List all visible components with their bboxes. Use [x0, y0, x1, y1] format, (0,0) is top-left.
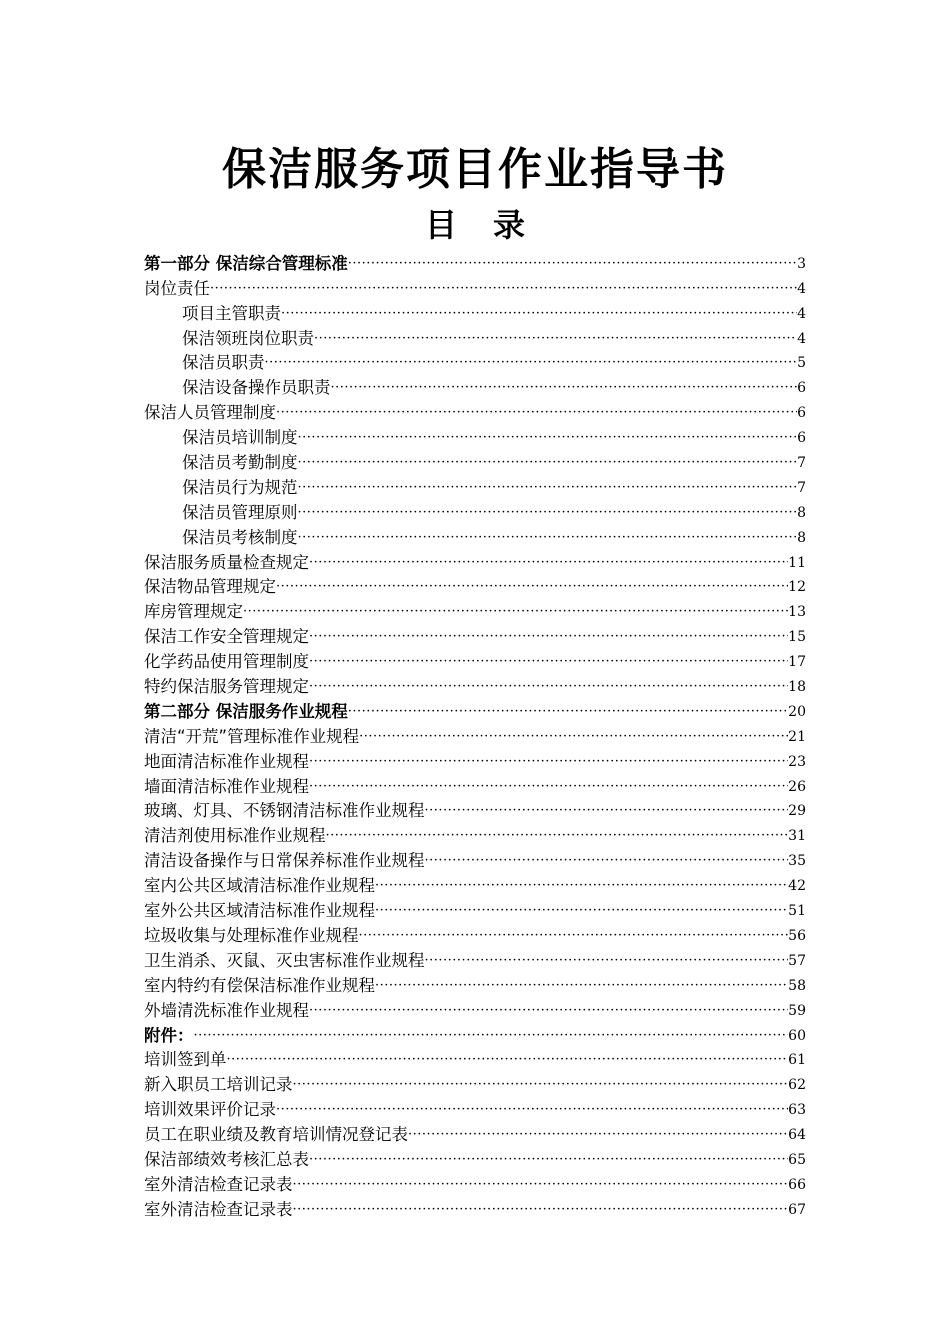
toc-entry-page-number: 3: [797, 255, 806, 272]
toc-entry-page-number: 8: [797, 504, 806, 521]
toc-entry-title: 垃圾收集与处理标准作业规程: [144, 925, 359, 945]
dot-leader: [331, 379, 798, 399]
toc-entry[interactable]: [144, 1146, 806, 1171]
dot-leader: [194, 1027, 789, 1047]
toc-entry-page-number: 29: [788, 803, 806, 820]
dot-leader: [293, 1201, 789, 1221]
toc-entry-title: 第二部分 保洁服务作业规程: [144, 701, 348, 721]
toc-entry[interactable]: [144, 822, 806, 847]
toc-entry-title: 第一部分 保洁综合管理标准: [144, 253, 348, 273]
toc-entry-page-number: 17: [788, 654, 806, 671]
toc-entry-title: 保洁服务质量检查规定: [144, 552, 309, 572]
dot-leader: [281, 305, 797, 325]
toc-entry-page-number: 21: [788, 728, 806, 745]
dot-leader: [408, 1126, 788, 1146]
toc-entry-page-number: 8: [797, 529, 806, 546]
dot-leader: [298, 529, 798, 549]
toc-entry-page-number: 7: [797, 455, 806, 472]
toc-entry[interactable]: [144, 1047, 806, 1072]
toc-entry[interactable]: [144, 897, 806, 922]
toc-entry-title: 保洁工作安全管理规定: [144, 627, 309, 647]
toc-entry-title: 附件：: [144, 1025, 194, 1045]
dot-leader: [425, 852, 789, 872]
toc-entry-title: 保洁部绩效考核汇总表: [144, 1149, 309, 1169]
toc-entry-title: 室内公共区域清洁标准作业规程: [144, 876, 375, 896]
toc-entry-title: 特约保洁服务管理规定: [144, 677, 309, 697]
toc-entry-title: 培训效果评价记录: [144, 1100, 276, 1120]
toc-entry[interactable]: [144, 972, 806, 997]
toc-entry-page-number: 67: [788, 1201, 806, 1218]
toc-entry[interactable]: [144, 1022, 806, 1047]
table-of-contents: [144, 250, 806, 1221]
toc-entry[interactable]: [144, 250, 806, 275]
toc-entry-title: 保洁员考勤制度: [182, 453, 298, 473]
toc-entry-title: 清洁剂使用标准作业规程: [144, 826, 326, 846]
toc-entry-page-number: 13: [788, 604, 806, 621]
toc-entry[interactable]: [144, 1121, 806, 1146]
toc-entry-page-number: 57: [788, 952, 806, 969]
toc-entry-title: 玻璃、灯具、不锈钢清洁标准作业规程: [144, 801, 425, 821]
toc-entry-page-number: 11: [788, 554, 806, 571]
toc-entry[interactable]: [144, 275, 806, 300]
toc-entry-page-number: 58: [788, 977, 806, 994]
toc-entry[interactable]: [144, 1096, 806, 1121]
toc-entry[interactable]: [144, 997, 806, 1022]
dot-leader: [309, 753, 788, 773]
toc-entry-title: 清洁设备操作与日常保养标准作业规程: [144, 851, 425, 871]
toc-entry-title: 保洁员行为规范: [182, 477, 298, 497]
dot-leader: [298, 429, 798, 449]
dot-leader: [227, 1051, 789, 1071]
toc-entry-title: 保洁员管理原则: [182, 502, 298, 522]
toc-entry[interactable]: [144, 325, 806, 350]
toc-entry-title: 室外公共区域清洁标准作业规程: [144, 901, 375, 921]
dot-leader: [276, 578, 788, 598]
toc-entry-page-number: 4: [797, 330, 806, 347]
toc-entry[interactable]: [144, 773, 806, 798]
dot-leader: [265, 354, 798, 374]
toc-entry-page-number: 59: [788, 1002, 806, 1019]
toc-entry[interactable]: [144, 922, 806, 947]
toc-entry-page-number: 42: [788, 878, 806, 895]
toc-entry-title: 新入职员工培训记录: [144, 1075, 293, 1095]
toc-entry[interactable]: [144, 1171, 806, 1196]
toc-entry[interactable]: [144, 623, 806, 648]
toc-entry-title: 培训签到单: [144, 1050, 227, 1070]
toc-entry-title: 卫生消杀、灭鼠、灭虫害标准作业规程: [144, 950, 425, 970]
dot-leader: [293, 1176, 789, 1196]
toc-heading-char: 录: [493, 206, 526, 244]
dot-leader: [309, 653, 788, 673]
dot-leader: [276, 404, 797, 424]
toc-entry-page-number: 65: [788, 1151, 806, 1168]
toc-entry-page-number: 35: [788, 853, 806, 870]
toc-entry[interactable]: [144, 698, 806, 723]
toc-entry-page-number: 6: [797, 430, 806, 447]
toc-entry-title: 保洁员考核制度: [182, 527, 298, 547]
toc-entry[interactable]: [144, 648, 806, 673]
dot-leader: [298, 454, 798, 474]
toc-entry-page-number: 6: [797, 380, 806, 397]
toc-entry-page-number: 7: [797, 479, 806, 496]
toc-entry-page-number: 20: [788, 703, 806, 720]
dot-leader: [425, 952, 789, 972]
dot-leader: [243, 603, 788, 623]
toc-entry-page-number: 31: [788, 828, 806, 845]
dot-leader: [348, 255, 797, 275]
dot-leader: [309, 778, 788, 798]
toc-entry-title: 墙面清洁标准作业规程: [144, 776, 309, 796]
toc-entry[interactable]: [144, 474, 806, 499]
dot-leader: [375, 902, 788, 922]
toc-entry-title: 保洁员培训制度: [182, 428, 298, 448]
dot-leader: [309, 678, 788, 698]
toc-entry-page-number: 64: [788, 1127, 806, 1144]
toc-entry-page-number: 62: [788, 1077, 806, 1094]
dot-leader: [293, 1076, 789, 1096]
toc-entry-page-number: 63: [788, 1102, 806, 1119]
toc-entry-title: 室外清洁检查记录表: [144, 1174, 293, 1194]
toc-entry[interactable]: [144, 872, 806, 897]
toc-entry[interactable]: [144, 549, 806, 574]
dot-leader: [375, 877, 788, 897]
dot-leader: [298, 504, 798, 524]
toc-entry-title: 保洁领班岗位职责: [182, 328, 314, 348]
dot-leader: [276, 1101, 788, 1121]
dot-leader: [309, 628, 788, 648]
toc-entry-title: 岗位责任: [144, 278, 210, 298]
toc-entry-page-number: 15: [788, 629, 806, 646]
toc-entry[interactable]: [144, 499, 806, 524]
toc-entry-page-number: 51: [788, 903, 806, 920]
dot-leader: [314, 330, 797, 350]
toc-entry-page-number: 60: [788, 1027, 806, 1044]
toc-entry-title: 保洁物品管理规定: [144, 577, 276, 597]
toc-entry-title: 化学药品使用管理制度: [144, 652, 309, 672]
dot-leader: [359, 728, 788, 748]
toc-entry-page-number: 23: [788, 753, 806, 770]
toc-entry[interactable]: [144, 574, 806, 599]
toc-entry-title: 室内特约有偿保洁标准作业规程: [144, 975, 375, 995]
toc-entry[interactable]: [144, 847, 806, 872]
toc-entry[interactable]: [144, 947, 806, 972]
toc-entry[interactable]: [144, 1071, 806, 1096]
toc-entry[interactable]: [144, 673, 806, 698]
toc-entry[interactable]: [144, 350, 806, 375]
dot-leader: [348, 703, 788, 723]
toc-entry-title: 员工在职业绩及教育培训情况登记表: [144, 1125, 408, 1145]
dot-leader: [309, 554, 788, 574]
toc-heading: [0, 203, 950, 247]
dot-leader: [309, 1151, 788, 1171]
toc-entry[interactable]: [144, 598, 806, 623]
dot-leader: [298, 479, 798, 499]
document-title: 保洁服务项目作业指导书: [222, 144, 728, 195]
toc-entry-page-number: 4: [797, 280, 806, 297]
dot-leader: [375, 977, 788, 997]
toc-entry-page-number: 18: [788, 679, 806, 696]
dot-leader: [425, 802, 789, 822]
toc-entry-title: 项目主管职责: [182, 303, 281, 323]
toc-entry-page-number: 6: [797, 405, 806, 422]
toc-entry-page-number: 61: [788, 1052, 806, 1069]
toc-entry-title: 保洁人员管理制度: [144, 403, 276, 423]
toc-entry-page-number: 5: [797, 355, 806, 372]
toc-entry-title: 外墙清洗标准作业规程: [144, 1000, 309, 1020]
toc-entry-page-number: 12: [788, 579, 806, 596]
dot-leader: [359, 927, 789, 947]
toc-entry[interactable]: [144, 723, 806, 748]
toc-entry[interactable]: [144, 1196, 806, 1221]
toc-entry[interactable]: [144, 748, 806, 773]
toc-entry[interactable]: [144, 798, 806, 823]
toc-entry-title: 库房管理规定: [144, 602, 243, 622]
toc-entry-title: 保洁员职责: [182, 353, 265, 373]
toc-entry-page-number: 66: [788, 1176, 806, 1193]
dot-leader: [210, 280, 797, 300]
toc-entry-page-number: 4: [797, 305, 806, 322]
toc-entry-title: 室外清洁检查记录表: [144, 1199, 293, 1219]
toc-entry-title: 清洁“开荒”管理标准作业规程: [144, 726, 360, 746]
toc-entry[interactable]: [144, 424, 806, 449]
toc-entry[interactable]: [144, 374, 806, 399]
dot-leader: [326, 827, 789, 847]
dot-leader: [309, 1002, 788, 1022]
toc-entry[interactable]: [144, 399, 806, 424]
toc-entry[interactable]: [144, 300, 806, 325]
toc-entry[interactable]: [144, 524, 806, 549]
toc-heading-char: 目: [424, 206, 457, 244]
toc-entry[interactable]: [144, 449, 806, 474]
toc-entry-title: 地面清洁标准作业规程: [144, 751, 309, 771]
toc-entry-title: 保洁设备操作员职责: [182, 378, 331, 398]
toc-entry-page-number: 26: [788, 778, 806, 795]
toc-entry-page-number: 56: [788, 927, 806, 944]
